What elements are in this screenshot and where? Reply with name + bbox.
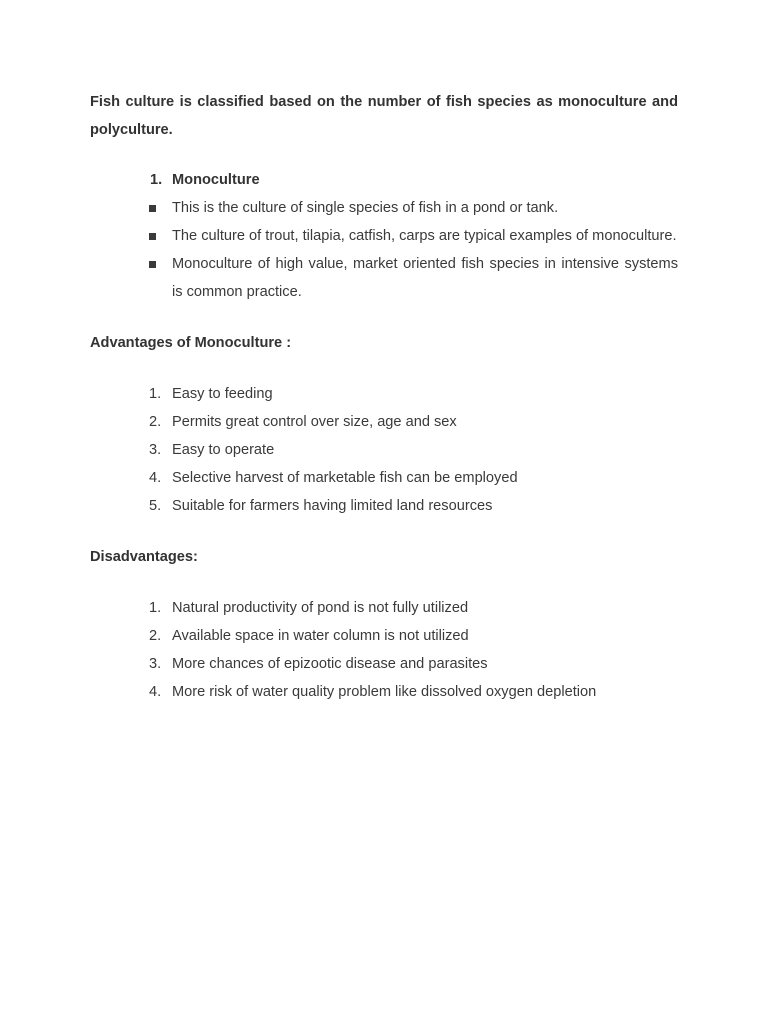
- square-bullet-icon: [149, 261, 156, 268]
- monoculture-bullets: [90, 194, 678, 306]
- bullet-text: The culture of trout, tilapia, catfish, carps are typical examples of monoculture.: [172, 228, 677, 244]
- list-number: 3.: [149, 442, 162, 458]
- monoculture-title: Monoculture: [172, 172, 260, 188]
- list-number: 5.: [149, 498, 162, 514]
- list-item: [90, 678, 678, 706]
- list-item: [90, 622, 678, 650]
- document-page: [90, 88, 678, 706]
- monoculture-heading-list: [90, 166, 678, 194]
- square-bullet-icon: [149, 233, 156, 240]
- list-number: 2.: [149, 628, 162, 644]
- monoculture-heading: [90, 166, 678, 194]
- disadvantages-list: [90, 594, 678, 706]
- list-item: [90, 650, 678, 678]
- bullet-item: [90, 194, 678, 222]
- list-number: 1.: [150, 172, 163, 188]
- list-number: 4.: [149, 470, 162, 486]
- list-item: [90, 380, 678, 408]
- advantages-heading: Advantages of Monoculture :: [90, 335, 292, 351]
- list-item-text: Available space in water column is not utilized: [172, 628, 469, 644]
- list-item: [90, 594, 678, 622]
- bullet-item: [90, 222, 678, 250]
- list-number: 4.: [149, 684, 162, 700]
- list-number: 1.: [149, 386, 162, 402]
- list-item-text: Easy to feeding: [172, 386, 273, 402]
- list-item: [90, 408, 678, 436]
- list-number: 1.: [149, 600, 162, 616]
- list-item-text: Easy to operate: [172, 442, 275, 458]
- list-item: [90, 464, 678, 492]
- advantages-list: [90, 380, 678, 520]
- list-item-text: Suitable for farmers having limited land resources: [172, 498, 493, 514]
- bullet-item: [90, 250, 678, 306]
- list-item-text: More chances of epizootic disease and parasites: [172, 656, 488, 672]
- disadvantages-heading: Disadvantages:: [90, 549, 198, 565]
- list-item: [90, 436, 678, 464]
- list-item-text: More risk of water quality problem like dissolved oxygen depletion: [172, 684, 597, 700]
- square-bullet-icon: [149, 205, 156, 212]
- list-item-text: Permits great control over size, age and sex: [172, 414, 457, 430]
- list-item-text: Natural productivity of pond is not fully utilized: [172, 600, 469, 616]
- list-number: 2.: [149, 414, 162, 430]
- bullet-text: This is the culture of single species of fish in a pond or tank.: [172, 200, 559, 216]
- list-item: [90, 492, 678, 520]
- list-item-text: Selective harvest of marketable fish can be employed: [172, 470, 518, 486]
- bullet-text: Monoculture of high value, market oriented fish species in intensive systems is common practice.: [172, 256, 678, 300]
- list-number: 3.: [149, 656, 162, 672]
- intro-paragraph: Fish culture is classified based on the number of fish species as monoculture and polyculture.: [90, 94, 678, 138]
